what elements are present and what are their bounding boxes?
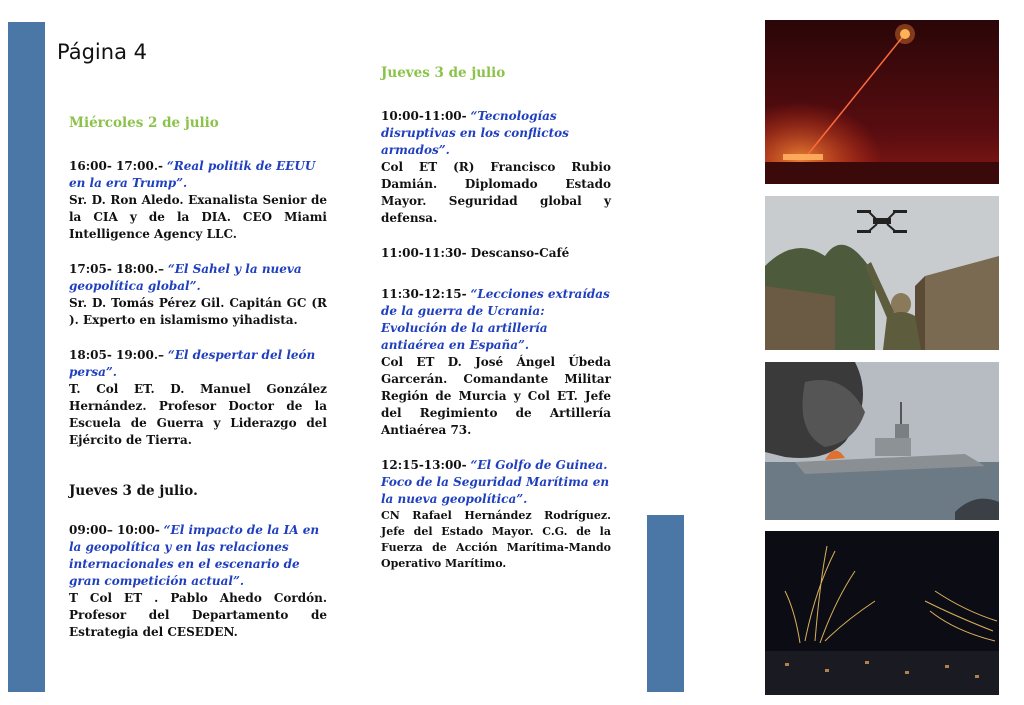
day-heading-thursday: Jueves 3 de julio. — [69, 483, 198, 499]
session-item — [381, 108, 611, 227]
session-time: 18:05- 19:00.– — [69, 348, 164, 362]
session-item — [381, 457, 611, 572]
session-time: 17:05- 18:00.– — [69, 262, 164, 276]
session-speaker: Sr. D. Ron Aledo. Exanalista Senior de la CIA y de la DIA. CEO Miami Intelligence Agency LLC. — [69, 193, 327, 241]
air-defense-night-photo — [765, 531, 999, 695]
session-item — [381, 286, 611, 439]
coffee-break: 11:00-11:30- Descanso-Café — [381, 246, 570, 260]
day-heading-thursday-mid: Jueves 3 de julio — [381, 65, 506, 81]
session-title: “El impacto de la IA en la geopolítica y en las relaciones internacionales en el escenario de gran competición actual”. — [69, 523, 320, 588]
middle-column — [381, 65, 611, 590]
session-speaker: T Col ET . Pablo Ahedo Cordón. Profesor del Departamento de Estrategia del CESEDEN. — [69, 591, 327, 639]
session-time: 09:00– 10:00- — [69, 523, 160, 537]
session-title: “Real politik de EEUU en la era Trump”. — [69, 159, 316, 190]
left-column — [69, 115, 327, 659]
session-title: “El despertar del león persa”. — [69, 348, 316, 379]
session-title: “El Golfo de Guinea. Foco de la Seguridad Marítima en la nueva geopolítica”. — [381, 458, 610, 506]
session-title: “Lecciones extraídas de la guerra de Ucrania: Evolución de la artillería antiaérea en España”. — [381, 287, 610, 352]
session-speaker: CN Rafael Hernández Rodríguez. Jefe del Estado Mayor. C.G. de la Fuerza de Acción Marítima-Mando Operativo Marítimo. — [381, 509, 611, 570]
session-time: 16:00- 17:00.- — [69, 159, 163, 173]
session-item — [69, 522, 327, 641]
page-title: Página 4 — [57, 40, 147, 64]
left-accent-bar — [8, 22, 45, 692]
session-item — [69, 347, 327, 449]
laser-beam-photo — [765, 20, 999, 184]
session-speaker: T. Col ET. D. Manuel González Hernández. Profesor Doctor de la Escuela de Guerra y Liderazgo del Ejército de Tierra. — [69, 382, 327, 447]
middle-accent-bar — [647, 515, 684, 692]
session-speaker: Sr. D. Tomás Pérez Gil. Capitán GC (R ). Experto en islamismo yihadista. — [69, 296, 327, 327]
session-title: “El Sahel y la nueva geopolítica global”. — [69, 262, 302, 293]
soldier-drone-photo — [765, 196, 999, 350]
burning-warship-photo — [765, 362, 999, 520]
session-title: “Tecnologías disruptivas en los conflictos armados”. — [381, 109, 569, 157]
session-time: 12:15-13:00- — [381, 458, 467, 472]
session-time: 10:00-11:00- — [381, 109, 467, 123]
session-speaker: Col ET D. José Ángel Úbeda Garcerán. Comandante Militar Región de Murcia y Col ET. Jefe del Regimiento de Artillería Antiaérea 73. — [381, 355, 611, 437]
session-item — [69, 158, 327, 243]
session-time: 11:30-12:15- — [381, 287, 467, 301]
day-heading-wednesday: Miércoles 2 de julio — [69, 115, 219, 131]
session-speaker: Col ET (R) Francisco Rubio Damián. Diplomado Estado Mayor. Seguridad global y defensa. — [381, 160, 611, 225]
session-item — [69, 261, 327, 329]
